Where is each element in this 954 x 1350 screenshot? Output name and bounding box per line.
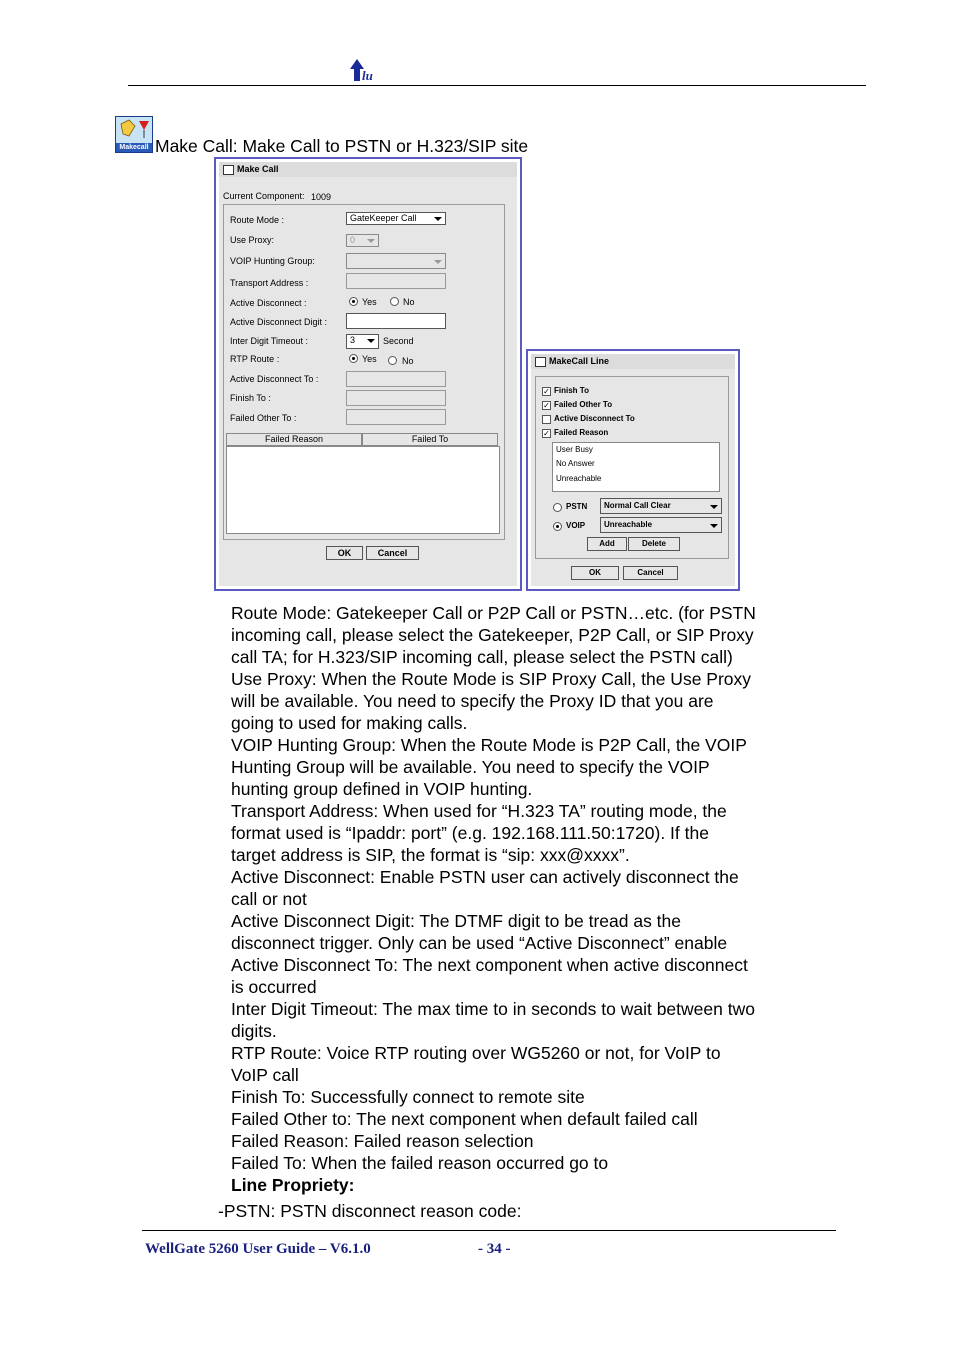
voip-reason-value: Unreachable <box>604 520 653 529</box>
reason-list[interactable] <box>552 442 720 492</box>
transport-address-label: Transport Address : <box>230 278 309 288</box>
body-line: hunting group defined in VOIP hunting. <box>231 779 533 799</box>
body-line: Inter Digit Timeout: The max time to in seconds to wait between two <box>231 999 755 1019</box>
voip-hunting-select[interactable] <box>346 253 446 269</box>
chevron-down-icon <box>367 239 375 243</box>
column-header-failed-to[interactable]: Failed To <box>362 433 498 446</box>
route-mode-label: Route Mode : <box>230 215 285 225</box>
line-ok-button[interactable]: OK <box>571 566 619 580</box>
line-cancel-button[interactable]: Cancel <box>623 566 678 580</box>
window-menu-icon[interactable] <box>535 357 546 367</box>
body-line: RTP Route: Voice RTP routing over WG5260 or not, for VoIP to <box>231 1043 721 1063</box>
voip-hunting-label: VOIP Hunting Group: <box>230 256 315 266</box>
failed-reason-check-label: Failed Reason <box>554 428 609 437</box>
pstn-line-text: -PSTN: PSTN disconnect reason code: <box>218 1201 522 1221</box>
active-disconnect-no-label: No <box>403 297 415 307</box>
dialog-title: Make Call <box>237 164 279 174</box>
add-button[interactable]: Add <box>587 537 627 551</box>
voip-label: VOIP <box>566 521 586 530</box>
footer-page-number: - 34 - <box>478 1241 511 1257</box>
finish-to-input[interactable] <box>346 390 446 406</box>
body-line: Use Proxy: When the Route Mode is SIP Proxy Call, the Use Proxy <box>231 669 752 689</box>
delete-button[interactable]: Delete <box>628 537 680 551</box>
failed-reason-checkbox[interactable]: ✓ <box>543 429 550 438</box>
inter-digit-timeout-select[interactable] <box>346 334 379 349</box>
body-line: Active Disconnect: Enable PSTN user can actively disconnect the <box>231 867 739 887</box>
pstn-label: PSTN <box>566 502 588 511</box>
route-mode-value: GateKeeper Call <box>350 213 417 223</box>
list-item[interactable]: Unreachable <box>556 474 602 483</box>
line-dialog-body <box>531 369 735 586</box>
body-line: Active Disconnect Digit: The DTMF digit to be tread as the <box>231 911 682 931</box>
line-dialog-titlebar[interactable] <box>531 354 735 369</box>
body-line: going to used for making calls. <box>231 713 468 733</box>
active-disconnect-label: Active Disconnect : <box>230 298 307 308</box>
body-line: format used is “Ipaddr: port” (e.g. 192.168.111.50:1720). If the <box>231 823 709 843</box>
pstn-reason-select[interactable] <box>600 498 722 514</box>
header-rule <box>128 85 866 86</box>
body-line: will be available. You need to specify the Proxy ID that you are <box>231 691 714 711</box>
body-line: Active Disconnect To: The next component when active disconnect <box>231 955 748 975</box>
body-line: target address is SIP, the format is “sip: xxx@xxxx”. <box>231 845 630 865</box>
rtp-route-yes-label: Yes <box>362 354 377 364</box>
finish-to-checkbox[interactable]: ✓ <box>543 387 550 396</box>
body-line: incoming call, please select the Gatekeeper, P2P Call, or SIP Proxy <box>231 625 754 645</box>
chevron-down-icon <box>367 339 375 343</box>
body-line: Route Mode: Gatekeeper Call or P2P Call or PSTN…etc. (for PSTN <box>231 603 756 623</box>
chevron-down-icon <box>710 505 718 509</box>
rtp-route-label: RTP Route : <box>230 354 280 364</box>
use-proxy-label: Use Proxy: <box>230 235 275 245</box>
column-header-failed-reason[interactable]: Failed Reason <box>226 433 362 446</box>
body-line: Finish To: Successfully connect to remote site <box>231 1087 585 1107</box>
line-propriety-heading: Line Propriety: <box>231 1175 355 1195</box>
active-disconnect-yes-radio[interactable] <box>349 297 358 306</box>
body-line: Failed Reason: Failed reason selection <box>231 1131 534 1151</box>
rtp-route-yes-radio[interactable] <box>349 354 358 363</box>
active-disconnect-to-checkbox[interactable] <box>542 415 551 424</box>
line-settings-group <box>535 376 729 559</box>
rtp-route-no-radio[interactable] <box>388 356 397 365</box>
active-disconnect-to-check-label: Active Disconnect To <box>554 414 635 423</box>
makecall-line-dialog <box>526 349 740 591</box>
body-line: Failed To: When the failed reason occurred go to <box>231 1153 609 1173</box>
voip-reason-select[interactable] <box>600 517 722 533</box>
use-proxy-select[interactable] <box>346 234 379 247</box>
list-item[interactable]: No Answer <box>556 459 595 468</box>
route-mode-select[interactable] <box>346 212 446 225</box>
active-disconnect-to-label: Active Disconnect To : <box>230 374 319 384</box>
company-logo-icon <box>348 56 380 82</box>
current-component-label: Current Component: <box>223 191 305 201</box>
active-disconnect-no-radio[interactable] <box>390 297 399 306</box>
footer-guide-title: WellGate 5260 User Guide – V6.1.0 <box>145 1241 371 1257</box>
rtp-route-no-label: No <box>402 356 414 366</box>
dialog-titlebar[interactable] <box>219 162 517 177</box>
body-line: is occurred <box>231 977 317 997</box>
body-line: Hunting Group will be available. You need to specify the VOIP <box>231 757 710 777</box>
body-line: call or not <box>231 889 307 909</box>
transport-address-input[interactable] <box>346 273 446 289</box>
ok-button[interactable]: OK <box>326 546 363 560</box>
body-line: disconnect trigger. Only can be used “Active Disconnect” enable <box>231 933 728 953</box>
pstn-radio[interactable] <box>553 503 562 512</box>
list-item[interactable]: User Busy <box>556 445 593 454</box>
voip-radio[interactable] <box>553 522 562 531</box>
active-disconnect-to-input[interactable] <box>346 371 446 387</box>
body-line: Failed Other to: The next component when default failed call <box>231 1109 698 1129</box>
use-proxy-value: 0 <box>350 235 356 245</box>
pstn-reason-value: Normal Call Clear <box>604 501 671 510</box>
dialog-body <box>219 177 517 586</box>
active-disconnect-digit-input[interactable] <box>346 313 446 329</box>
chevron-down-icon <box>710 524 718 528</box>
body-line: Transport Address: When used for “H.323 TA” routing mode, the <box>231 801 727 821</box>
current-component-value: 1009 <box>311 192 332 202</box>
failed-other-to-checkbox[interactable]: ✓ <box>543 401 550 410</box>
active-disconnect-digit-label: Active Disconnect Digit : <box>230 317 328 327</box>
makecall-icon-label: Makecall <box>119 144 149 151</box>
active-disconnect-yes-label: Yes <box>362 297 377 307</box>
failed-reason-table[interactable] <box>226 446 500 534</box>
failed-other-to-check-label: Failed Other To <box>554 400 613 409</box>
second-label: Second <box>383 336 414 346</box>
body-text <box>231 602 756 1196</box>
body-line: VOIP Hunting Group: When the Route Mode is P2P Call, the VOIP <box>231 735 747 755</box>
cancel-button[interactable]: Cancel <box>366 546 419 560</box>
inter-digit-timeout-value: 3 <box>350 335 356 345</box>
svg-text:lu: lu <box>362 68 373 82</box>
finish-to-label: Finish To : <box>230 393 271 403</box>
failed-other-to-label: Failed Other To : <box>230 413 297 423</box>
line-dialog-title: MakeCall Line <box>549 356 610 366</box>
makecall-icon <box>115 116 153 153</box>
footer-rule <box>142 1230 836 1231</box>
chevron-down-icon <box>434 217 442 221</box>
window-menu-icon[interactable] <box>223 165 234 175</box>
inter-digit-timeout-label: Inter Digit Timeout : <box>230 336 309 346</box>
chevron-down-icon <box>434 260 442 264</box>
settings-group <box>223 204 505 540</box>
section-title: Make Call: Make Call to PSTN or H.323/SIP site <box>155 136 529 156</box>
failed-other-to-input[interactable] <box>346 409 446 425</box>
body-line: digits. <box>231 1021 277 1041</box>
finish-to-check-label: Finish To <box>554 386 589 395</box>
body-line: VoIP call <box>231 1065 299 1085</box>
make-call-dialog <box>214 157 522 591</box>
body-line: call TA; for H.323/SIP incoming call, please select the PSTN call) <box>231 647 733 667</box>
